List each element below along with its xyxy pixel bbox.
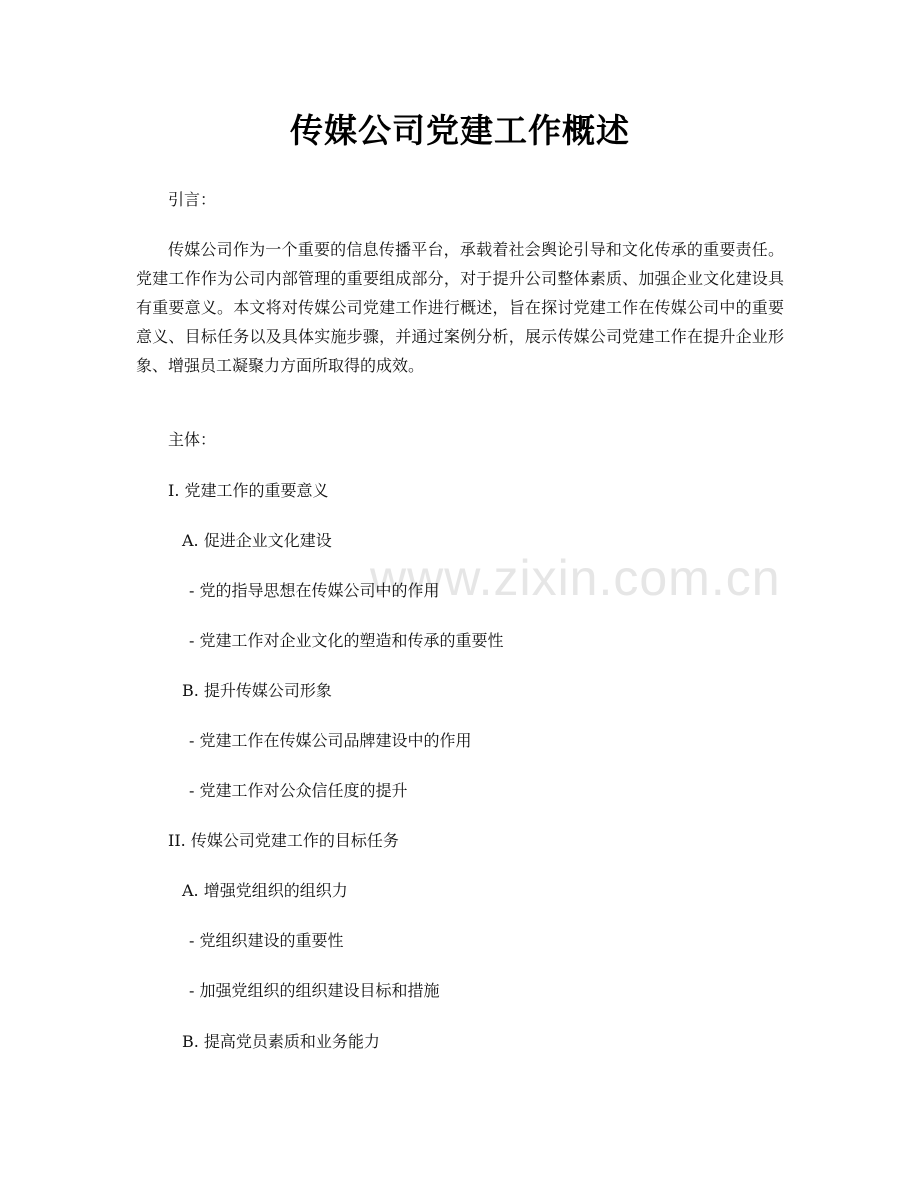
outline-item: - 党建工作对公众信任度的提升 (189, 781, 408, 800)
outline-item: A. 增强党组织的组织力 (182, 881, 348, 900)
outline-item: - 党建工作对企业文化的塑造和传承的重要性 (189, 631, 504, 650)
outline-item: - 党建工作在传媒公司品牌建设中的作用 (189, 731, 472, 750)
outline-item: A. 促进企业文化建设 (182, 531, 332, 550)
intro-paragraph: 传媒公司作为一个重要的信息传播平台，承载着社会舆论引导和文化传承的重要责任。党建工作作为公司内部管理的重要组成部分，对于提升公司整体素质、加强企业文化建设具有重要意义。本文将对传媒公司党建工作进行概述，旨在探讨党建工作在传媒公司中的重要意义、目标任务以及具体实施步骤，并通过案例分析，展示传媒公司党建工作在提升企业形象、增强员工凝聚力方面所取得的成效。 (136, 240, 784, 375)
outline-item: I. 党建工作的重要意义 (168, 481, 329, 500)
watermark: www.zixin.com.cn (370, 550, 781, 606)
outline-item: B. 提高党员素质和业务能力 (182, 1032, 380, 1051)
outline-item: B. 提升传媒公司形象 (182, 681, 332, 700)
body-heading: 主体： (168, 430, 217, 449)
outline-item: - 党的指导思想在传媒公司中的作用 (189, 581, 440, 600)
outline-item: - 加强党组织的组织建设目标和措施 (189, 981, 440, 1000)
outline-item: II. 传媒公司党建工作的目标任务 (168, 831, 399, 850)
outline-item: - 党组织建设的重要性 (189, 931, 344, 950)
intro-heading: 引言： (168, 190, 217, 209)
page-title: 传媒公司党建工作概述 (290, 111, 630, 150)
